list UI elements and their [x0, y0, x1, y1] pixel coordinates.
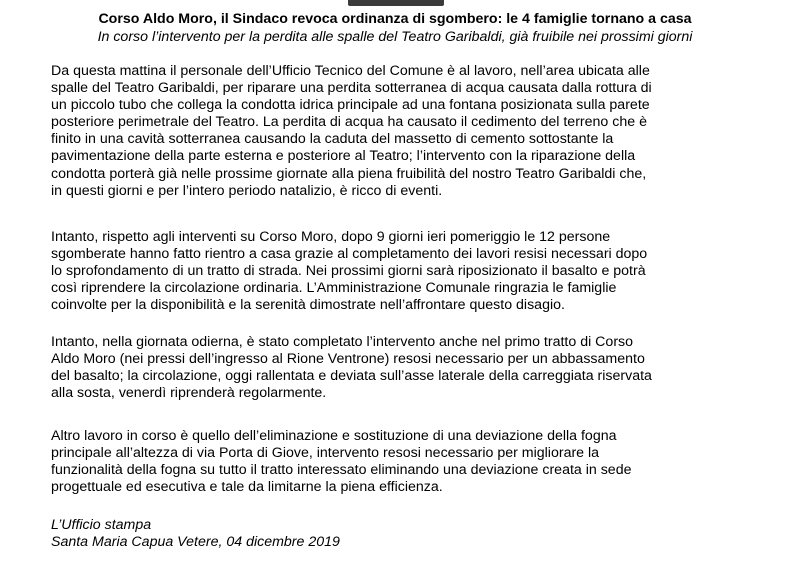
- paragraph-line: Da questa mattina il personale dell’Ufficio Tecnico del Comune è al lavoro, nell’area ubicata alle: [51, 63, 650, 79]
- paragraph-line: principale all’altezza di via Porta di Giove, intervento resosi necessario per migliorare la: [51, 445, 600, 462]
- paragraph-line: Intanto, nella giornata odierna, è stato completato l’intervento anche nel primo tratto di Corso: [51, 334, 634, 350]
- paragraph-line: così riprendere la circolazione ordinaria. L’Amministrazione Comunale ringrazia le famiglie: [51, 280, 617, 297]
- paragraph-line: del basalto; la circolazione, oggi rallentata e deviata sull’asse laterale della carreggiata riservata: [51, 368, 652, 385]
- document-subtitle: In corso l’intervento per la perdita alle spalle del Teatro Garibaldi, già fruibile nei prossimi giorni: [97, 29, 693, 45]
- paragraph-line: alla sosta, venerdì riprenderà regolarmente.: [51, 385, 327, 402]
- paragraph-line: sgomberate hanno fatto rientro a casa grazie al completamento dei lavori resisi necessari dopo: [51, 246, 648, 263]
- paragraph-3: [51, 334, 751, 402]
- paragraph-line: in questi giorni e per l’intero periodo natalizio, è ricco di eventi.: [51, 182, 443, 199]
- document-title: Corso Aldo Moro, il Sindaco revoca ordinanza di sgombero: le 4 famiglie tornano a casa: [98, 11, 692, 27]
- paragraph-line: spalle del Teatro Garibaldi, per riparare una perdita sotterranea di acqua causata dalla rottura di: [51, 80, 652, 97]
- paragraph-line: posteriore perimetrale del Teatro. La perdita di acqua ha causato il cedimento del terreno che è: [51, 114, 647, 131]
- signature-office: L’Ufficio stampa: [51, 517, 152, 533]
- press-release: [0, 10, 790, 46]
- paragraph-line: Intanto, rispetto agli interventi su Corso Moro, dopo 9 giorni ieri pomeriggio le 12 persone: [51, 229, 611, 245]
- paragraph-4: [51, 428, 751, 496]
- paragraph-line: finito in una cavità sotterranea causando la caduta del massetto di cemento sottostante la: [51, 131, 614, 148]
- paragraph-line: progettuale ed esecutiva e tale da limitarne la piena efficienza.: [51, 479, 443, 496]
- paragraph-1: [51, 63, 751, 200]
- window-top-handle: [348, 0, 444, 6]
- paragraph-line: un piccolo tubo che collega la condotta idrica principale ad una fontana posizionata sulla parete: [51, 97, 650, 114]
- paragraph-line: lo sprofondamento di un tratto di strada. Nei prossimi giorni sarà riposizionato il basalto e potrà: [51, 263, 646, 280]
- paragraph-line: funzionalità della fogna su tutto il tratto interessato eliminando una deviazione creata in sede: [51, 462, 632, 479]
- paragraph-line: coinvolte per la disponibilità e la serenità dimostrate nell’affrontare questo disagio.: [51, 297, 565, 314]
- paragraph-line: Aldo Moro (nei pressi dell’ingresso al Rione Ventrone) resosi necessario per un abbassamento: [51, 351, 645, 368]
- paragraph-2: [51, 229, 751, 314]
- signature-block: [51, 517, 340, 551]
- paragraph-line: Altro lavoro in corso è quello dell’eliminazione e sostituzione di una deviazione della fogna: [51, 428, 617, 444]
- paragraph-line: condotta porterà già nelle prossime giornate alla piena fruibilità del nostro Teatro Garibaldi che,: [51, 165, 647, 182]
- paragraph-line: pavimentazione della parte esterna e posteriore al Teatro; l’intervento con la riparazione della: [51, 148, 636, 165]
- signature-place-date: Santa Maria Capua Vetere, 04 dicembre 2019: [51, 534, 340, 551]
